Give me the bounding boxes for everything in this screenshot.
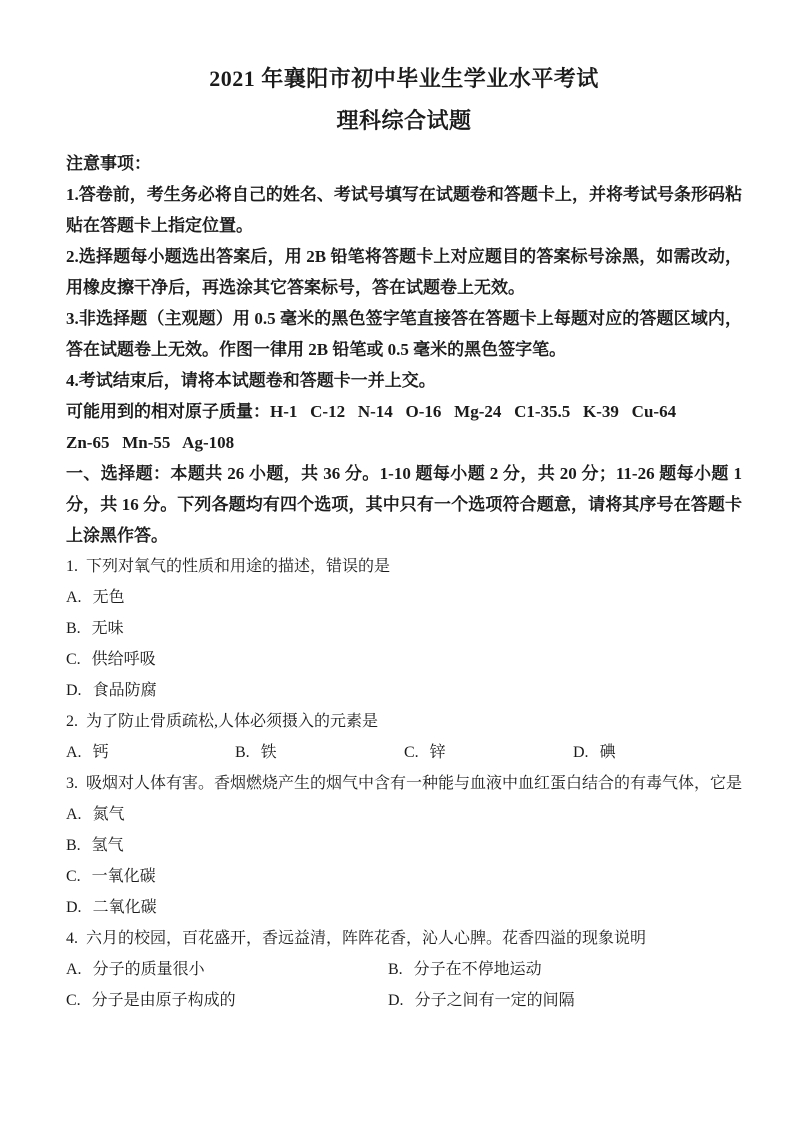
question-1-option-d (66, 675, 742, 706)
option-label: B. (388, 961, 403, 978)
question-2-option-c (404, 737, 573, 768)
question-3-number: 3. (66, 775, 78, 792)
option-text: 供给呼吸 (91, 651, 156, 668)
question-4 (66, 923, 742, 1016)
option-text: 铁 (260, 744, 277, 761)
question-4-options-grid (66, 954, 742, 1016)
option-label: D. (66, 682, 82, 699)
question-3-option-a (66, 799, 742, 830)
option-label: A. (66, 806, 82, 823)
option-label: C. (66, 868, 81, 885)
option-label: D. (573, 744, 589, 761)
option-text: 分子之间有一定的间隔 (414, 992, 575, 1009)
notice-heading: 注意事项： (66, 154, 151, 173)
questions-list (66, 551, 742, 1016)
notice-item-1: 1.答卷前，考生务必将自己的姓名、考试号填写在试题卷和答题卡上，并将考试号条形码粘贴在答题卡上指定位置。 (66, 185, 742, 235)
option-text: 二氧化碳 (92, 899, 157, 916)
question-2-stem: 2. 为了防止骨质疏松,人体必须摄入的元素是 (66, 713, 379, 730)
option-label: D. (388, 992, 404, 1009)
question-1-option-c (66, 644, 742, 675)
question-4-option-d (388, 985, 742, 1016)
question-4-number: 4. (66, 930, 78, 947)
notice-item-4: 4.考试结束后，请将本试题卷和答题卡一并上交。 (66, 371, 436, 390)
question-4-option-c (66, 985, 388, 1016)
question-3-option-b (66, 830, 742, 861)
option-text: 无味 (91, 620, 124, 637)
option-text: 一氧化碳 (91, 868, 156, 885)
question-3-option-d (66, 892, 742, 923)
question-1-number: 1. (66, 558, 78, 575)
question-1-option-b (66, 613, 742, 644)
question-2-option-a (66, 737, 235, 768)
question-2-option-d (573, 737, 742, 768)
option-text: 无色 (92, 589, 125, 606)
question-2-number: 2. (66, 713, 78, 730)
option-label: B. (66, 837, 81, 854)
question-3-option-c (66, 861, 742, 892)
question-1-option-a (66, 582, 742, 613)
option-label: A. (66, 744, 82, 761)
page-title: 2021 年襄阳市初中毕业生学业水平考试 (209, 66, 599, 91)
option-text: 分子是由原子构成的 (91, 992, 236, 1009)
option-text: 碘 (599, 744, 616, 761)
page-content (66, 0, 742, 1016)
question-1-stem: 1. 下列对氧气的性质和用途的描述，错误的是 (66, 558, 391, 575)
option-label: D. (66, 899, 82, 916)
option-text: 分子的质量很小 (92, 961, 205, 978)
question-4-option-b (388, 954, 742, 985)
question-4-stem: 4. 六月的校园，百花盛开，香远益清，阵阵花香，沁人心脾。花香四溢的现象说明 (66, 930, 647, 947)
question-2-options-row (66, 737, 742, 768)
option-text: 锌 (429, 744, 446, 761)
option-label: A. (66, 589, 82, 606)
option-label: A. (66, 961, 82, 978)
question-3-stem: 3. 吸烟对人体有害。香烟燃烧产生的烟气中含有一种能与血液中血红蛋白结合的有毒气体，它是 (66, 775, 743, 792)
question-2-option-b (235, 737, 404, 768)
option-label: B. (235, 744, 250, 761)
option-text: 钙 (92, 744, 109, 761)
question-2 (66, 706, 742, 768)
option-label: C. (66, 651, 81, 668)
option-label: C. (404, 744, 419, 761)
section-heading: 一、选择题：本题共 26 小题，共 36 分。1-10 题每小题 2 分，共 20 分；11-26 题每小题 1 分，共 16 分。下列各题均有四个选项，其中只有一个选项符合题意，请将其序号在答题卡上涂黑作答。 (66, 464, 742, 545)
atomic-mass-line-2: Zn-65 Mn-55 Ag-108 (66, 433, 235, 452)
option-label: B. (66, 620, 81, 637)
question-3 (66, 768, 742, 923)
option-label: C. (66, 992, 81, 1009)
question-4-option-a (66, 954, 388, 985)
option-text: 分子在不停地运动 (413, 961, 542, 978)
question-1 (66, 551, 742, 706)
option-text: 氢气 (91, 837, 124, 854)
page-subtitle: 理科综合试题 (336, 108, 472, 133)
option-text: 食品防腐 (92, 682, 157, 699)
notice-item-3: 3.非选择题（主观题）用 0.5 毫米的黑色签字笔直接答在答题卡上每题对应的答题区域内，答在试题卷上无效。作图一律用 2B 铅笔或 0.5 毫米的黑色签字笔。 (66, 309, 742, 359)
option-text: 氮气 (92, 806, 125, 823)
notice-item-2: 2.选择题每小题选出答案后，用 2B 铅笔将答题卡上对应题目的答案标号涂黑，如需改动，用橡皮擦干净后，再选涂其它答案标号，答在试题卷上无效。 (66, 247, 742, 297)
atomic-mass-line-1: 可能用到的相对原子质量：H-1 C-12 N-14 O-16 Mg-24 C1-35.5 K-39 Cu-64 (66, 402, 677, 421)
